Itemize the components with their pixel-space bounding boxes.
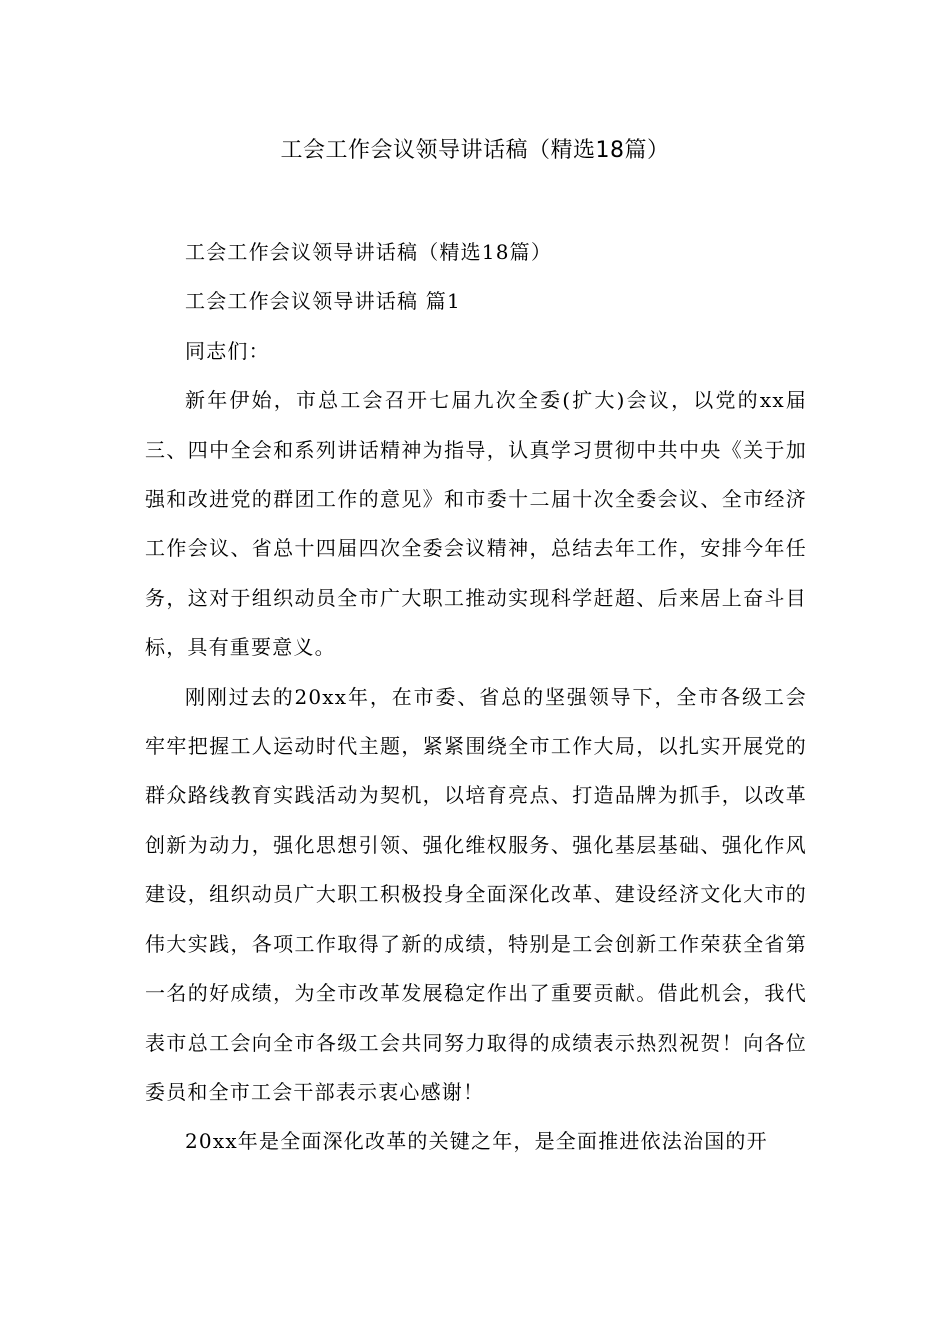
document-title: 工会工作会议领导讲话稿（精选18篇）: [280, 138, 670, 163]
paragraph-subtitle: 工会工作会议领导讲话稿（精选18篇）: [185, 240, 553, 264]
document-body: [145, 228, 807, 1167]
paragraph-body: 新年伊始，市总工会召开七届九次全委(扩大)会议，以党的xx届三、四中全会和系列讲话精神为指导，认真学习贯彻中共中央《关于加强和改进党的群团工作的意见》和市委十二届十次全委会议、全市经济工作会议、省总十四届四次全委会议精神，总结去年工作，安排今年任务，这对于组织动员全市广大职工推动实现科学赶超、后来居上奋斗目标，具有重要意义。: [145, 388, 807, 660]
paragraph-salutation: 同志们：: [185, 338, 270, 363]
paragraph-body: 刚刚过去的20xx年，在市委、省总的坚强领导下，全市各级工会牢牢把握工人运动时代主题，紧紧围绕全市工作大局，以扎实开展党的群众路线教育实践活动为契机，以培育亮点、打造品牌为抓手，以改革创新为动力，强化思想引领、强化维权服务、强化基层基础、强化作风建设，组织动员广大职工积极投身全面深化改革、建设经济文化大市的伟大实践，各项工作取得了新的成绩，特别是工会创新工作荣获全省第一名的好成绩，为全市改革发展稳定作出了重要贡献。借此机会，我代表市总工会向全市各级工会共同努力取得的成绩表示热烈祝贺！向各位委员和全市工会干部表示衷心感谢！: [145, 684, 807, 1104]
paragraph-section-heading: 工会工作会议领导讲话稿 篇1: [185, 289, 461, 314]
paragraph-body: 20xx年是全面深化改革的关键之年，是全面推进依法治国的开: [185, 1129, 768, 1154]
